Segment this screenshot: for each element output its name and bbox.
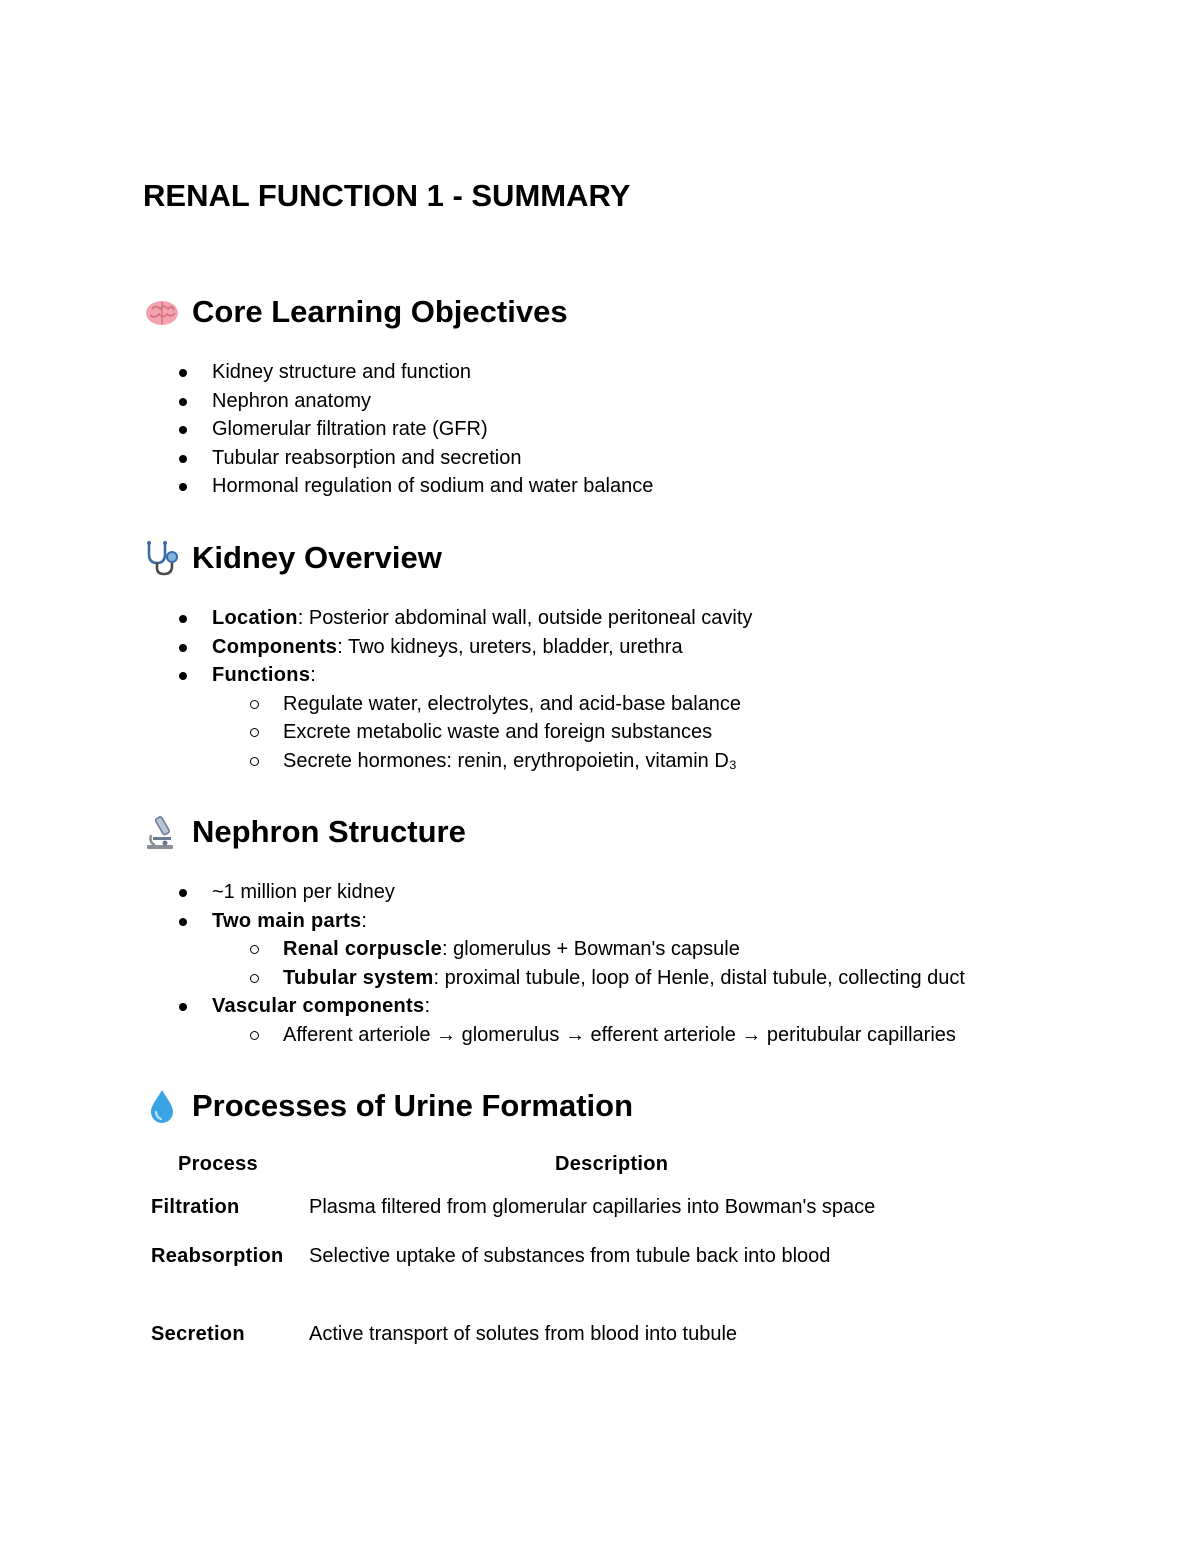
overview-heading [143,538,442,578]
list-item: Glomerular filtration rate (GFR) [143,415,653,444]
urine-heading-text: Processes of Urine Formation [192,1088,634,1123]
list-item-components [143,633,752,662]
sub-list-item-corpuscle [143,935,965,964]
overview-list [143,604,752,775]
list-item-location [143,604,752,633]
functions-text: : [310,664,316,686]
list-item-functions [143,661,752,775]
tubular-label: Tubular system [283,966,434,989]
table-row [151,1193,1041,1242]
sub-list-item: Secrete hormones: renin, erythropoietin, vitamin D₃ [143,747,752,776]
nephron-heading-text: Nephron Structure [192,814,466,849]
parts-text: : [361,909,367,932]
functions-label: Functions [212,664,311,686]
table-cell-process: Filtration [151,1196,240,1218]
parts-sublist [212,935,965,992]
stethoscope-icon [143,539,181,577]
list-item-parts [143,907,965,993]
objectives-list [143,358,653,501]
sub-list-item: Excrete metabolic waste and foreign substances [143,718,752,747]
list-item: ~1 million per kidney [143,878,965,907]
list-item: Nephron anatomy [143,387,653,416]
list-item-vascular [143,992,965,1049]
location-label: Location [212,607,298,629]
parts-label: Two main parts [212,909,362,932]
page-title: RENAL FUNCTION 1 - SUMMARY [143,178,631,213]
table-cell-description: Selective uptake of substances from tubule back into blood [309,1245,831,1267]
vascular-text: : [424,995,431,1017]
corpuscle-label: Renal corpuscle [283,938,443,960]
table-header-description: Description [555,1153,669,1175]
urine-heading [143,1086,633,1126]
table-cell-process: Reabsorption [151,1245,284,1267]
sub-list-item: Regulate water, electrolytes, and acid-base balance [143,690,752,719]
microscope-icon [143,813,181,851]
table-row [151,1242,1041,1320]
list-item: Tubular reabsorption and secretion [143,444,653,473]
components-label: Components [212,635,338,658]
brain-icon [143,293,181,331]
corpuscle-text: : glomerulus + Bowman's capsule [442,938,740,960]
overview-heading-text: Kidney Overview [192,540,442,575]
sub-list-item-tubular [143,964,965,993]
table-cell-description: Plasma filtered from glomerular capillaries into Bowman's space [309,1196,876,1218]
tubular-text: : proximal tubule, loop of Henle, distal tubule, collecting duct [433,966,965,989]
sub-list-item: Afferent arteriole → glomerulus → efferent arteriole → peritubular capillaries [143,1021,965,1050]
objectives-heading-text: Core Learning Objectives [192,294,568,329]
table-header-row [151,1147,1041,1193]
table-header-process: Process [178,1153,258,1175]
nephron-list [143,878,965,1049]
table-row [151,1320,1041,1369]
components-text: : Two kidneys, ureters, bladder, urethra [337,635,683,658]
functions-sublist [212,690,752,776]
vascular-sublist [212,1021,965,1050]
table-cell-process: Secretion [151,1323,245,1345]
vascular-label: Vascular components [212,995,425,1017]
urine-process-table [151,1147,1041,1369]
list-item: Hormonal regulation of sodium and water balance [143,472,653,501]
table-cell-description: Active transport of solutes from blood into tubule [309,1323,738,1345]
objectives-heading [143,292,568,332]
location-text: : Posterior abdominal wall, outside peritoneal cavity [297,607,753,629]
list-item: Kidney structure and function [143,358,653,387]
nephron-heading [143,812,466,852]
droplet-icon [143,1087,181,1125]
